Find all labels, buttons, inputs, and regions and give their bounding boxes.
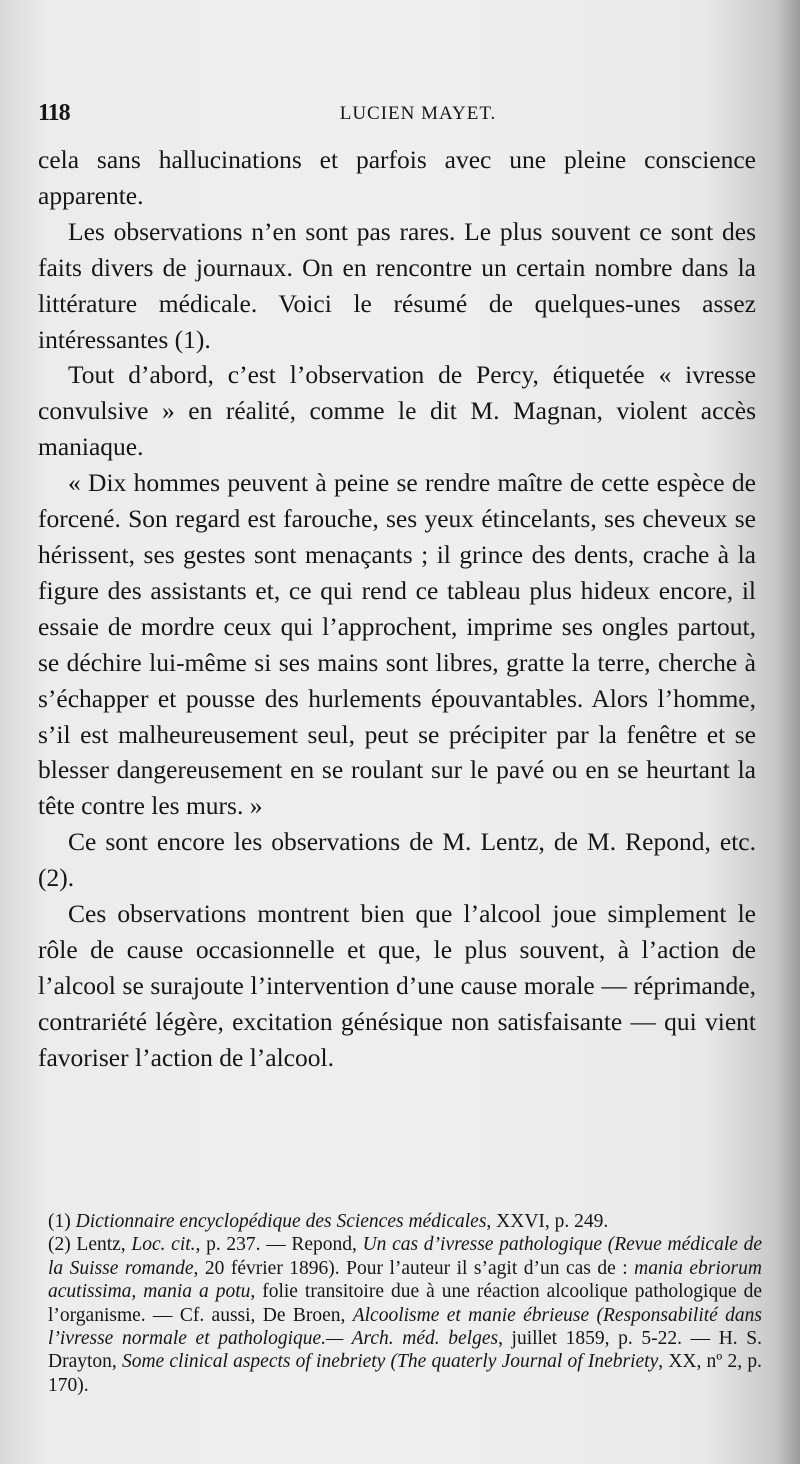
paragraph: Ce sont encore les observations de M. Lentz, de M. Repond, etc. (2). [38,827,756,893]
footnote-text: (2) Lentz, [48,1234,132,1256]
footnote-italic: Loc. cit. [131,1234,196,1256]
footnote-text: , folie transitoire due à une réaction alcoolique pathologique de l’organisme. — Cf. aussi, De Broen, [48,1281,762,1326]
page-header [38,100,758,140]
footnote-italic: Un cas d’ivresse pathologique (Revue médicale de la Suisse romande [48,1234,762,1279]
page-number: 118 [38,100,70,126]
footnote-text: , XX, nº 2, p. 170). [48,1351,762,1396]
paragraph: Les observations n’en sont pas rares. Le plus souvent ce sont des faits divers de journaux. On en rencontre un certain nombre dans la littérature médicale. Voici le résumé de quelques-unes assez intéressantes (1). [38,216,756,354]
paragraph-continued: cela sans hallucinations et parfois avec une pleine conscience apparente. [38,145,756,210]
footnote-2 [48,1233,762,1397]
paragraph: Ces observations montrent bien que l’alcool joue simplement le rôle de cause occasionnelle et que, le plus souvent, à l’action de l’alcool se surajoute l’intervention d’une cause morale — réprimande, contrariété légère, excitation génésique non satisfaisante — qui vient favoriser l’action de l’alcool. [38,899,756,1072]
running-title: LUCIEN MAYET. [339,103,497,124]
footnotes [48,1210,762,1397]
footnote-italic: Alcoolisme et manie ébrieuse (Responsabilité dans l’ivresse normale et pathologique.— Arch. méd. belges [48,1304,762,1350]
footnote-mark: (1) [48,1211,76,1232]
quotation-paragraph: « Dix hommes peuvent à peine se rendre maître de cette espèce de forcené. Son regard est farouche, ses yeux étincelants, ses cheveux se hérissent, ses gestes sont menaçants ; il grince des dents, crache à la figure des assistants et, ce qui rend ce tableau plus hideux encore, il essaie de mordre ceux qui l’approchent, imprime ses ongles partout, se déchire lui-même si ses mains sont libres, gratte la terre, cherche à s’échapper et pousse des hurlements épouvantables. Alors l’homme, s’il est malheureusement seul, peut se précipiter par la fenêtre et se blesser dangereusement en se roulant sur le pavé ou en se heurtant la tête contre les murs. » [38,468,756,821]
footnote-italic: Dictionnaire encyclopédique des Sciences médicales [75,1211,487,1232]
footnote-italic: Some clinical aspects of inebriety (The quaterly Journal of Inebriety [121,1351,659,1373]
main-text [38,142,756,1076]
footnote-text: , 20 février 1896). Pour l’auteur il s’agit d’un cas de : [193,1257,635,1279]
footnote-text: , XXVI, p. 249. [486,1211,609,1232]
footnote-italic: mania ebriorum acutissima, mania a potu [48,1257,762,1303]
footnote-1 [48,1210,762,1233]
paragraph: Tout d’abord, c’est l’observation de Percy, étiquetée « ivresse convulsive » en réalité, comme le dit M. Magnan, violent accès maniaque. [38,360,756,462]
footnote-text: , p. 237. — Repond, [195,1234,363,1256]
footnote-text: , juillet 1859, p. 5-22. — H. S. Drayton, [48,1328,762,1373]
